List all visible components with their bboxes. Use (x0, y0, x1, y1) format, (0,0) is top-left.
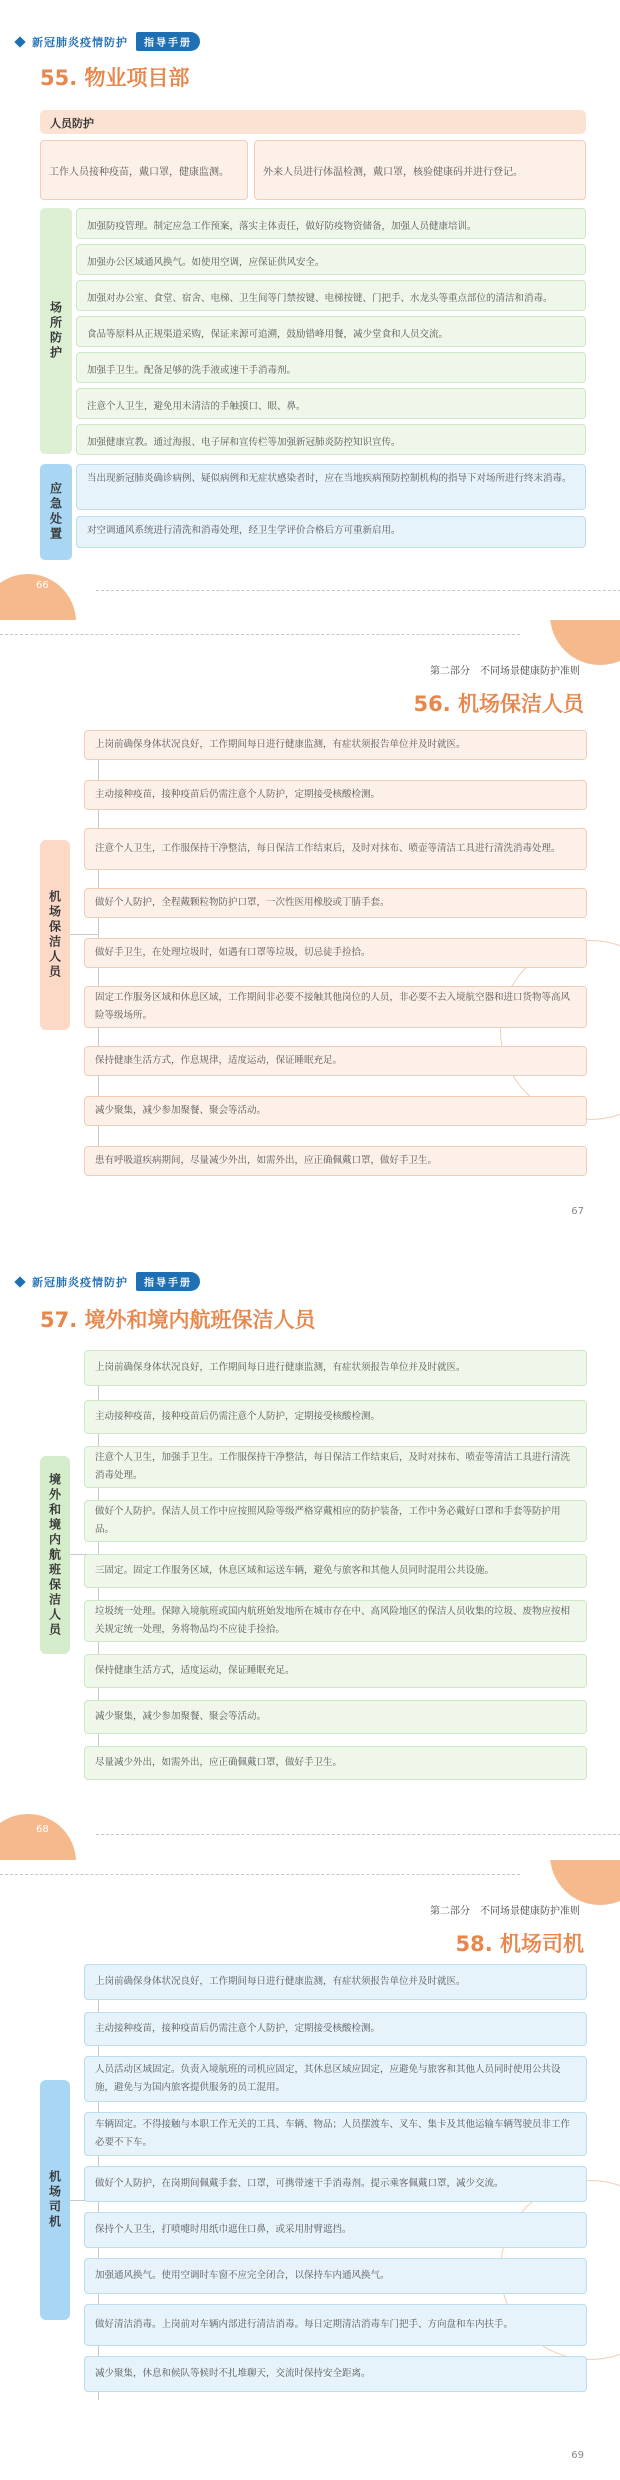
list-item: 上岗前确保身体状况良好，工作期间每日进行健康监测，有症状须报告单位并及时就医。 (84, 1964, 587, 2000)
list-item: 加强办公区域通风换气。如使用空调，应保证供风安全。 (76, 244, 586, 275)
list-item: 加强手卫生。配备足够的洗手液或速干手消毒剂。 (76, 352, 586, 383)
category-bar: 机场保洁人员 (40, 840, 70, 1030)
list-item: 主动接种疫苗，接种疫苗后仍需注意个人防护，定期接受核酸检测。 (84, 1400, 587, 1434)
list-item: 加强对办公室、食堂、宿舍、电梯、卫生间等门禁按键、电梯按键、门把手、水龙头等重点部位的清洁和消毒。 (76, 280, 586, 311)
list-item: 做好清洁消毒。上岗前对车辆内部进行清洁消毒。每日定期清洁消毒车门把手、方向盘和车内扶手。 (84, 2304, 587, 2346)
list-item: 加强通风换气。使用空调时车窗不应完全闭合，以保持车内通风换气。 (84, 2258, 587, 2294)
list-item: 上岗前确保身体状况良好，工作期间每日进行健康监测，有症状须报告单位并及时就医。 (84, 1350, 587, 1386)
header-title: 新冠肺炎疫情防护 (32, 35, 128, 49)
list-item: 减少聚集，减少参加聚餐、聚会等活动。 (84, 1096, 587, 1126)
list-item: 患有呼吸道疾病期间，尽量减少外出，如需外出，应正确佩戴口罩，做好手卫生。 (84, 1146, 587, 1176)
page-title: 55. 物业项目部 (40, 66, 190, 90)
list-item: 保持健康生活方式，适度运动，保证睡眠充足。 (84, 1654, 587, 1688)
header-bar (16, 1272, 200, 1291)
header-title: 新冠肺炎疫情防护 (32, 1275, 128, 1289)
header-tag: 指导手册 (136, 1272, 200, 1291)
list-item: 做好个人防护，在岗期间佩戴手套、口罩，可携带速干手消毒剂。提示乘客佩戴口罩，减少交流。 (84, 2166, 587, 2202)
header-tag: 指导手册 (136, 32, 200, 51)
list-item: 保持健康生活方式，作息规律，适度运动，保证睡眠充足。 (84, 1046, 587, 1076)
page-66 (0, 0, 620, 620)
list-item: 上岗前确保身体状况良好，工作期间每日进行健康监测，有症状须报告单位并及时就医。 (84, 730, 587, 760)
list-item: 注意个人卫生，工作服保持干净整洁，每日保洁工作结束后，及时对抹布、喷壶等清洁工具进行清洗消毒处理。 (84, 828, 587, 870)
list-item: 当出现新冠肺炎确诊病例、疑似病例和无症状感染者时，应在当地疾病预防控制机构的指导下对场所进行终末消毒。 (76, 464, 586, 510)
list-item: 对空调通风系统进行清洗和消毒处理，经卫生学评价合格后方可重新启用。 (76, 516, 586, 548)
corner-decoration (550, 620, 620, 665)
part-label: 第二部分 不同场景健康防护准则 (430, 666, 580, 677)
list-item: 人员活动区域固定。负责入境航班的司机应固定，其休息区域应固定，应避免与旅客和其他人员同时使用公共设施，避免与为国内旅客提供服务的员工混用。 (84, 2056, 587, 2102)
list-item: 做好手卫生，在处理垃圾时，如遇有口罩等垃圾，切忌徒手捡拾。 (84, 938, 587, 968)
side-label-emergency: 应急处置 (40, 464, 72, 560)
category-bar: 机场司机 (40, 2080, 70, 2320)
list-item: 三固定。固定工作服务区域，休息区域和运送车辆，避免与旅客和其他人员同时混用公共设施。 (84, 1554, 587, 1588)
list-item: 减少聚集，减少参加聚餐、聚会等活动。 (84, 1700, 587, 1734)
connector-line (70, 934, 98, 935)
list-item: 垃圾统一处理。保障入境航班或国内航班始发地所在城市存在中、高风险地区的保洁人员收集的垃圾、废物应按相关规定统一处理，务将物品均不应徒手捡拾。 (84, 1600, 587, 1642)
divider (0, 1874, 520, 1875)
page-number: 69 (571, 2450, 584, 2461)
list-item: 减少聚集，休息和候队等候时不扎堆聊天，交流时保持安全距离。 (84, 2356, 587, 2392)
corner-decoration (0, 1814, 76, 1860)
list-item: 主动接种疫苗，接种疫苗后仍需注意个人防护，定期接受核酸检测。 (84, 2012, 587, 2046)
page-number: 66 (36, 580, 49, 591)
part-label: 第二部分 不同场景健康防护准则 (430, 1906, 580, 1917)
diamond-icon (14, 36, 25, 47)
page-number: 68 (36, 1824, 49, 1835)
list-item: 尽量减少外出，如需外出，应正确佩戴口罩，做好手卫生。 (84, 1746, 587, 1780)
list-item: 做好个人防护。保洁人员工作中应按照风险等级严格穿戴相应的防护装备，工作中务必戴好口罩和手套等防护用品。 (84, 1500, 587, 1542)
protection-cell: 工作人员接种疫苗，戴口罩，健康监测。 (40, 140, 248, 200)
list-item: 加强防疫管理。制定应急工作预案，落实主体责任，做好防疫物资储备，加强人员健康培训。 (76, 208, 586, 239)
list-item: 加强健康宣教。通过海报、电子屏和宣传栏等加强新冠肺炎防控知识宣传。 (76, 424, 586, 455)
side-label-venue: 场所防护 (40, 208, 72, 454)
list-item: 保持个人卫生，打喷嚏时用纸巾遮住口鼻，或采用肘臂遮挡。 (84, 2212, 587, 2248)
list-item: 主动接种疫苗，接种疫苗后仍需注意个人防护，定期接受核酸检测。 (84, 780, 587, 810)
list-item: 注意个人卫生，避免用未清洁的手触摸口、眼、鼻。 (76, 388, 586, 419)
page-68 (0, 1240, 620, 1860)
divider (0, 634, 520, 635)
list-item: 食品等原料从正规渠道采购，保证来源可追溯，鼓励错峰用餐，减少堂食和人员交流。 (76, 316, 586, 347)
page-title: 57. 境外和境内航班保洁人员 (40, 1308, 316, 1332)
page-69 (0, 1860, 620, 2480)
protection-cell: 外来人员进行体温检测，戴口罩，核验健康码并进行登记。 (254, 140, 586, 200)
list-item: 车辆固定。不得接触与本职工作无关的工具、车辆、物品；人员摆渡车、叉车、集卡及其他运输车辆驾驶员非工作必要不下车。 (84, 2112, 587, 2156)
corner-decoration (550, 1860, 620, 1905)
page-title: 58. 机场司机 (455, 1932, 584, 1956)
divider (96, 590, 620, 591)
category-bar: 境外和境内航班保洁人员 (40, 1456, 70, 1654)
diamond-icon (14, 1276, 25, 1287)
header-bar (16, 32, 200, 51)
list-item: 注意个人卫生，加强手卫生。工作服保持干净整洁，每日保洁工作结束后，及时对抹布、喷壶等清洁工具进行清洗消毒处理。 (84, 1446, 587, 1488)
divider (96, 1834, 620, 1835)
page-67 (0, 620, 620, 1240)
page-number: 67 (571, 1206, 584, 1217)
list-item: 做好个人防护，全程戴颗粒物防护口罩，一次性医用橡胶或丁腈手套。 (84, 888, 587, 918)
page-title: 56. 机场保洁人员 (413, 692, 584, 716)
section-heading: 人员防护 (40, 110, 586, 134)
list-item: 固定工作服务区域和休息区域，工作期间非必要不接触其他岗位的人员，非必要不去入境航空器和进口货物等高风险等级场所。 (84, 986, 587, 1028)
